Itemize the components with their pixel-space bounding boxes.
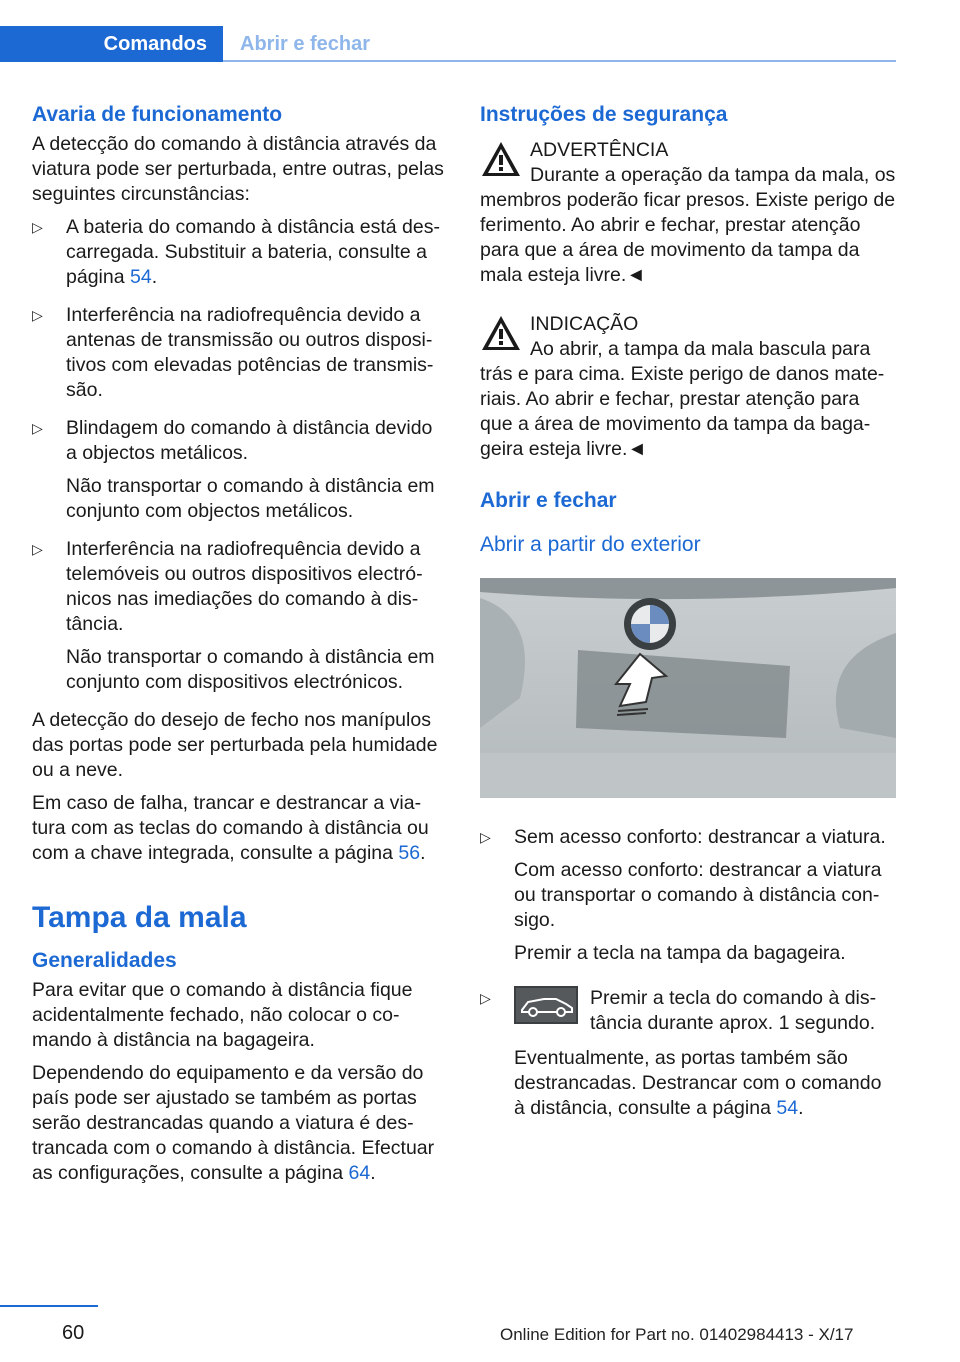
section-title-safety: Instruções de segurança xyxy=(480,103,728,126)
list-item: ▷ Interferência na radiofrequência devido a antenas de transmissão ou outros dispositivos com elevadas potências de transmissão. xyxy=(32,303,446,403)
header-divider xyxy=(223,60,896,62)
warning-text: Durante a operação da tampa da mala, os membros poderão ficar presos. Existe perigo de ferimento. Ao abrir e fechar, prestar atenção para que a área de movimento da tampa da mala esteja livre.◄ xyxy=(480,164,896,286)
section-title-malfunction: Avaria de funcionamento xyxy=(32,103,283,126)
general-paragraph-2: Dependendo do equipamento e da versão do país pode ser ajustado se também as portas serão destrancadas quando a viatura é destrancada com o comando à distância. Efectuar as configurações, consulte a página 64. xyxy=(32,1062,435,1184)
page-link[interactable]: 64 xyxy=(348,1162,371,1184)
list-item: ▷ Premir a tecla do comando à distância durante aprox. 1 segundo. Eventualmente, as portas também são destrancadas. Destrancar com o comando à distância, consulte a página 54. xyxy=(480,986,896,1121)
footer-divider xyxy=(0,1305,98,1307)
trunk-photo xyxy=(480,578,896,798)
edition-text: Online Edition for Part no. 01402984413 - X/17 xyxy=(500,1325,854,1344)
failure-paragraph: Em caso de falha, trancar e destrancar a viatura com as teclas do comando à distância ou com a chave integrada, consulte a página 56. xyxy=(32,792,429,864)
left-column xyxy=(32,98,446,1194)
open-steps-list xyxy=(480,825,896,1121)
page-number: 60 xyxy=(62,1322,85,1344)
warning-title: ADVERTÊNCIA xyxy=(530,139,669,161)
list-item: ▷ Blindagem do comando à distância devido a objectos metálicos. Não transportar o comando à distância em conjunto com objectos metálicos. xyxy=(32,416,446,524)
warning-block xyxy=(480,138,896,288)
warning-triangle-icon xyxy=(480,314,522,352)
malfunction-list xyxy=(32,215,446,695)
warning-triangle-icon xyxy=(480,140,522,178)
notice-block xyxy=(480,312,896,462)
section-title-open-close: Abrir e fechar xyxy=(480,489,617,512)
list-item: ▷ A bateria do comando à distância está descarregada. Substituir a bateria, consulte a página 54. xyxy=(32,215,446,290)
page-header xyxy=(0,26,896,62)
list-item: ▷ Interferência na radiofrequência devido a telemóveis ou outros dispositivos electrónicos nas imediações do comando à distância. Não transportar o comando à distância em conjunto com dispositivos electrónicos. xyxy=(32,537,446,695)
section-title-trunk: Tampa da mala xyxy=(32,901,247,934)
list-item: ▷ Sem acesso conforto: destrancar a viatura. Com acesso conforto: destrancar a viatura ou transportar o comando à distância consigo. Premir a tecla na tampa da bagageira. xyxy=(480,825,896,966)
subsection-title-open-outside: Abrir a partir do exterior xyxy=(480,533,701,556)
right-column xyxy=(480,98,896,1134)
notice-text: Ao abrir, a tampa da mala bascula para trás e para cima. Existe perigo de danos materiais. Ao abrir e fechar, prestar atenção para que a área de movimento da tampa da bagageira esteja livre.◄ xyxy=(480,338,885,460)
page-link[interactable]: 54 xyxy=(776,1097,799,1119)
page-link[interactable]: 54 xyxy=(129,266,152,288)
tab-comandos[interactable]: Comandos xyxy=(0,26,223,62)
notice-title: INDICAÇÃO xyxy=(530,313,639,335)
trunk-button-icon xyxy=(514,986,578,1024)
page-link[interactable]: 56 xyxy=(398,842,421,864)
subsection-title-general: Generalidades xyxy=(32,949,177,972)
general-paragraph-1: Para evitar que o comando à distância fique acidentalmente fechado, não colocar o comando à distância na bagageira. xyxy=(32,979,413,1051)
door-handle-paragraph: A detecção do desejo de fecho nos manípulos das portas pode ser perturbada pela humidade ou a neve. xyxy=(32,709,438,781)
tab-abrir-e-fechar[interactable]: Abrir e fechar xyxy=(240,33,371,55)
intro-paragraph: A detecção do comando à distância através da viatura pode ser perturbada, entre outras, pelas seguintes circunstâncias: xyxy=(32,133,444,205)
